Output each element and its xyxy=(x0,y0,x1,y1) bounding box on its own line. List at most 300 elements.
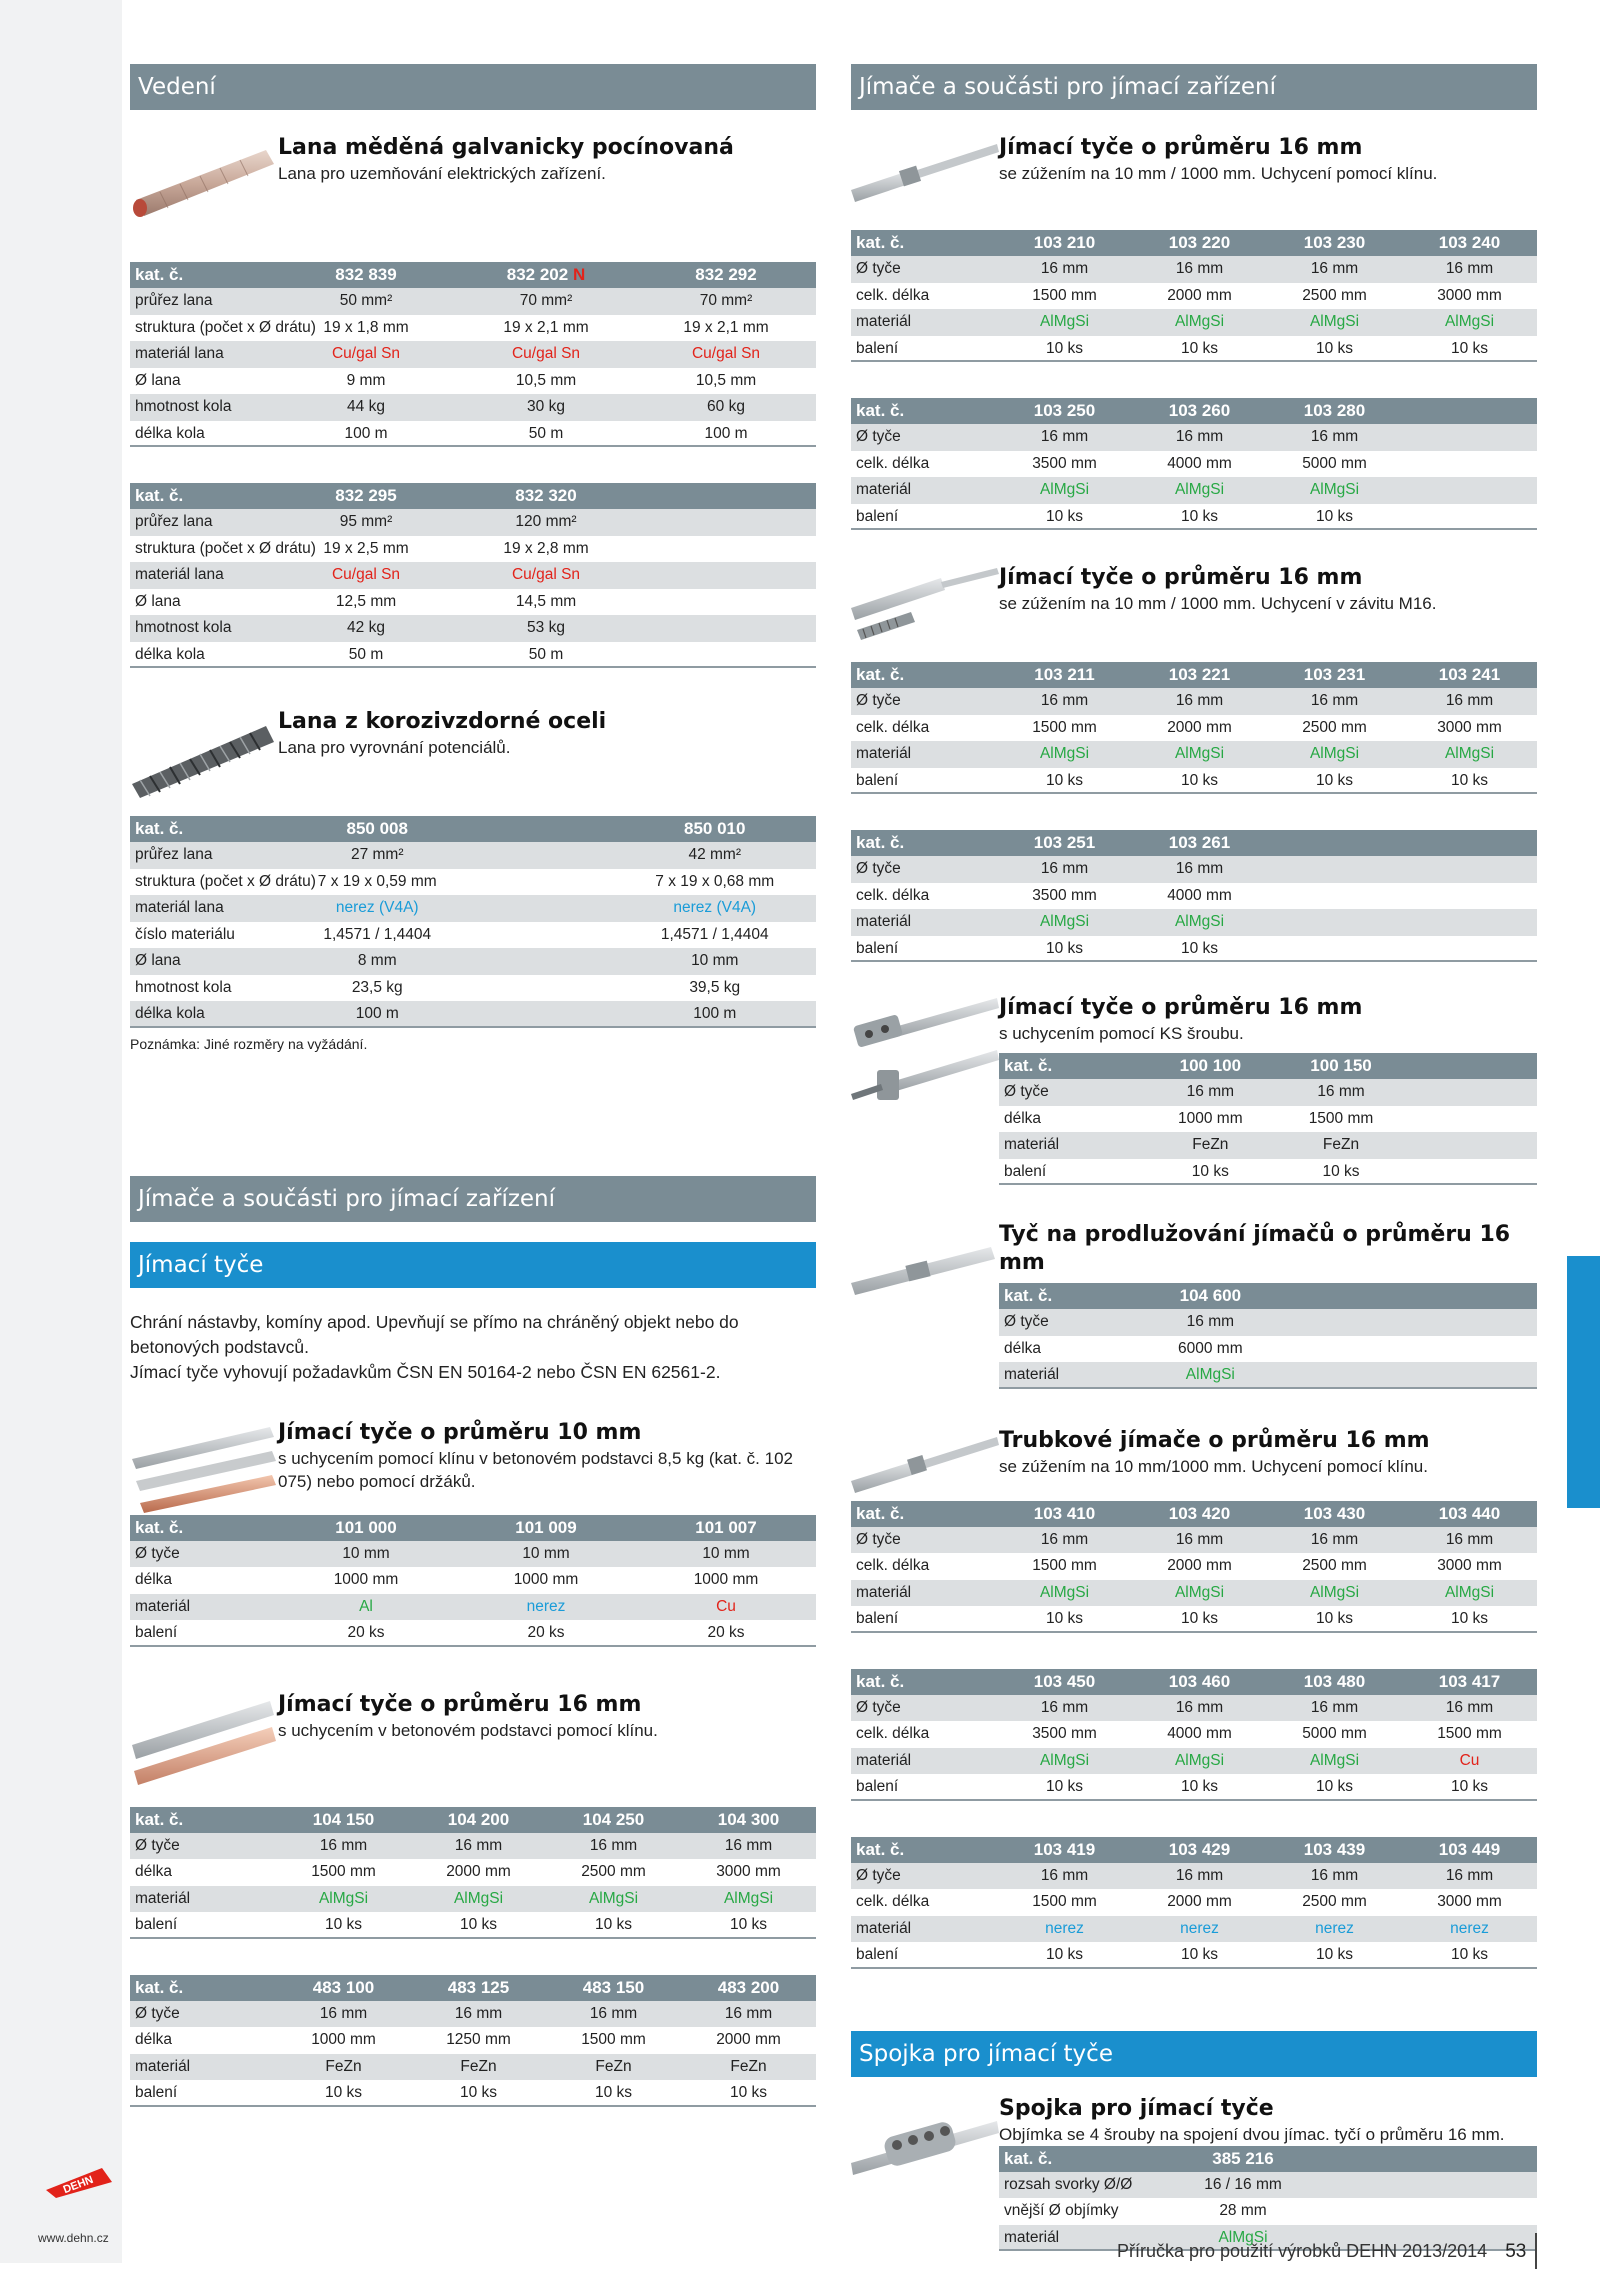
table-header-cell: 103 251 xyxy=(1033,833,1096,852)
table-cell: 10 ks xyxy=(1450,339,1489,357)
table-header-cell xyxy=(1406,1283,1537,1309)
row-label: celk. délka xyxy=(856,1893,930,1910)
table-cell: AlMgSi xyxy=(1174,913,1225,930)
table-cell: 16 mm xyxy=(1175,1530,1224,1548)
table-header-label: kat. č. xyxy=(1004,1056,1053,1075)
table-cell: 16 mm xyxy=(1040,1866,1089,1884)
table-cell: 16 mm xyxy=(1040,428,1089,445)
table-cell xyxy=(479,975,614,1002)
table-cell xyxy=(479,1001,614,1026)
product-coupling xyxy=(851,2095,1537,2252)
table-cell: 3000 mm xyxy=(1437,1557,1502,1574)
table-cell: 10 ks xyxy=(1180,339,1219,357)
product-title: Jímací tyče o průměru 16 mm xyxy=(278,1691,642,1717)
table-row xyxy=(999,2172,1537,2199)
spec-table-385-216 xyxy=(999,2146,1537,2252)
table-cell: 100 m xyxy=(704,424,748,442)
table-cell: 16 mm xyxy=(1445,1866,1494,1884)
table-header xyxy=(130,816,816,842)
table-cell: AlMgSi xyxy=(1444,313,1495,330)
table-cell: 1000 mm xyxy=(311,2031,376,2048)
table-row xyxy=(130,922,816,949)
table-cell: AlMgSi xyxy=(1039,745,1090,762)
product-rod-16mm-wedge xyxy=(851,134,1537,228)
table-cell: 16 mm xyxy=(1445,260,1494,277)
table-cell: 2000 mm xyxy=(716,2031,781,2048)
table-cell: FeZn xyxy=(325,2057,362,2075)
table-cell: nerez xyxy=(1315,1919,1354,1937)
row-label: délka xyxy=(135,2031,173,2048)
table-cell: 16 mm xyxy=(724,2004,773,2022)
table-cell: 10 ks xyxy=(324,2084,363,2101)
table-cell: Cu/gal Sn xyxy=(511,566,581,583)
table-row xyxy=(851,424,1537,451)
table-cell: 16 mm xyxy=(1310,260,1359,277)
table-cell xyxy=(1406,1132,1537,1159)
table-cell: 50 m xyxy=(528,645,564,663)
table-cell: 19 x 2,8 mm xyxy=(503,539,589,557)
table-cell: 1500 mm xyxy=(1032,718,1097,736)
table-header-cell: 850 010 xyxy=(684,819,746,838)
table-header-label: kat. č. xyxy=(856,1671,905,1691)
table-cell: 10 ks xyxy=(324,1916,363,1933)
product-title: Trubkové jímače o průměru 16 mm xyxy=(999,1427,1430,1453)
row-label: celk. délka xyxy=(856,1725,930,1742)
row-label: průřez lana xyxy=(135,292,213,309)
table-cell: 10 ks xyxy=(1180,1946,1219,1963)
table-cell: AlMgSi xyxy=(1309,481,1360,498)
table-cell: 2000 mm xyxy=(1167,1557,1232,1574)
left-margin-strip xyxy=(0,0,122,2263)
table-cell: 4000 mm xyxy=(1167,1725,1232,1742)
intro-standards: Jímací tyče vyhovují požadavkům ČSN EN 50164-2 nebo ČSN EN 62561-2. xyxy=(130,1361,721,1382)
spec-table-rods-16mm-a xyxy=(130,1807,816,1939)
table-header-cell: 104 600 xyxy=(1179,1286,1242,1305)
intro-paragraph xyxy=(130,1310,816,1385)
table-header-label: kat. č. xyxy=(856,233,905,252)
table-row xyxy=(999,1132,1537,1159)
table-cell: 44 kg xyxy=(347,398,385,415)
row-label: celk. délka xyxy=(856,1557,930,1574)
table-cell: 10 ks xyxy=(1315,1946,1354,1963)
table-cell: 10 mm xyxy=(522,1544,570,1562)
table-header xyxy=(851,662,1537,688)
table-cell xyxy=(1406,1159,1537,1184)
product-title: Jímací tyče o průměru 16 mm xyxy=(999,995,1363,1020)
row-label: materiál xyxy=(856,481,912,498)
table-cell: 16 mm xyxy=(1317,1083,1365,1100)
table-cell: 30 kg xyxy=(527,398,565,415)
table-row xyxy=(130,368,816,395)
table-cell: 16 mm xyxy=(1175,260,1224,277)
table-cell: 10 ks xyxy=(1045,771,1084,789)
table-cell: 16 mm xyxy=(1310,1530,1359,1548)
spec-table-copper-1 xyxy=(130,262,816,447)
table-header-cell: 103 439 xyxy=(1303,1839,1366,1859)
table-row xyxy=(999,1079,1537,1106)
table-header-cell: 103 420 xyxy=(1168,1503,1231,1523)
table-cell: 2500 mm xyxy=(1302,286,1367,304)
product-title: Jímací tyče o průměru 16 mm xyxy=(999,565,1363,590)
row-label: průřez lana xyxy=(135,846,213,863)
table-cell: 16 mm xyxy=(724,1836,773,1854)
table-cell: 1500 mm xyxy=(581,2031,646,2048)
table-header-cell: 103 210 xyxy=(1033,233,1096,252)
table-header-cell: 850 008 xyxy=(346,819,408,838)
table-header xyxy=(999,1283,1537,1309)
table-header-cell: 103 250 xyxy=(1033,401,1096,420)
spec-table-103-250 xyxy=(851,398,1537,530)
table-header-cell xyxy=(1406,1053,1537,1079)
table-cell: 1000 mm xyxy=(1178,1109,1243,1127)
table-header-cell xyxy=(479,816,614,842)
rods-10mm-image xyxy=(130,1423,278,1513)
table-cell: 1,4571 / 1,4404 xyxy=(660,925,769,943)
table-cell xyxy=(1406,1362,1537,1387)
table-cell: 19 x 2,5 mm xyxy=(323,539,409,557)
row-label: materiál lana xyxy=(135,899,224,916)
row-label: celk. délka xyxy=(856,886,930,904)
table-cell: 10 ks xyxy=(1315,507,1354,525)
table-cell: 95 mm² xyxy=(339,513,393,530)
table-cell: Cu/gal Sn xyxy=(511,345,581,362)
table-cell: 16 mm xyxy=(1040,860,1089,877)
right-column xyxy=(851,64,1537,2259)
table-cell: 10 ks xyxy=(1045,939,1084,957)
table-cell: nerez xyxy=(1180,1919,1219,1937)
table-header-label: kat. č. xyxy=(1004,2148,1053,2168)
row-label: materiál xyxy=(856,745,912,762)
table-header-cell: 104 150 xyxy=(312,1809,375,1829)
table-cell: 16 mm xyxy=(1310,428,1359,445)
table-header-cell xyxy=(1402,830,1537,856)
tube-rod-image xyxy=(851,1431,999,1501)
table-row xyxy=(130,1567,816,1594)
table-cell: AlMgSi xyxy=(1174,313,1225,330)
table-row xyxy=(999,1159,1537,1186)
table-cell: 12,5 mm xyxy=(335,592,397,610)
rod-threaded-image xyxy=(851,568,999,658)
table-cell xyxy=(1276,1309,1407,1336)
table-cell: AlMgSi xyxy=(1185,1366,1235,1383)
row-label: Ø tyče xyxy=(135,1544,180,1562)
table-header-cell: 103 220 xyxy=(1168,233,1231,252)
table-header-cell: 101 000 xyxy=(335,1517,397,1537)
table-cell: 10 ks xyxy=(459,1916,498,1933)
table-header-cell: 100 150 xyxy=(1310,1056,1372,1075)
table-cell: AlMgSi xyxy=(723,1889,774,1907)
table-cell: 10 ks xyxy=(1450,1778,1489,1795)
row-label: délka kola xyxy=(135,645,205,663)
spec-table-103-211 xyxy=(851,662,1537,794)
table-cell: 10,5 mm xyxy=(515,371,577,389)
table-cell: 42 kg xyxy=(347,619,385,636)
table-cell: 10 mm xyxy=(342,1544,390,1562)
table-row xyxy=(851,1606,1537,1633)
table-row xyxy=(851,768,1537,795)
table-cell: 10 ks xyxy=(1450,1610,1489,1627)
table-cell: 70 mm² xyxy=(699,292,753,309)
table-row xyxy=(851,1580,1537,1607)
table-cell: 16 mm xyxy=(1310,1866,1359,1884)
row-label: Ø tyče xyxy=(856,860,901,877)
table-row xyxy=(130,509,816,536)
product-copper-cable xyxy=(130,134,816,228)
table-row xyxy=(130,315,816,342)
table-cell: 10 ks xyxy=(1045,1946,1084,1963)
spec-table-103-419 xyxy=(851,1837,1537,1969)
table-cell: 3500 mm xyxy=(1032,1725,1097,1742)
table-cell xyxy=(1402,856,1537,883)
table-row xyxy=(851,504,1537,531)
table-row xyxy=(130,975,816,1002)
spec-table-103-251 xyxy=(851,830,1537,962)
row-label: materiál xyxy=(1004,2228,1060,2246)
table-cell: 10 ks xyxy=(1315,1610,1354,1627)
spec-table-steel xyxy=(130,816,816,1028)
table-header-cell: 104 200 xyxy=(447,1809,510,1829)
product-description: s uchycením v betonovém podstavci pomocí klínu. xyxy=(278,1720,658,1740)
row-label: materiál xyxy=(856,1919,912,1937)
table-header-cell: 100 100 xyxy=(1179,1056,1242,1075)
spec-table-103-450 xyxy=(851,1669,1537,1801)
table-cell: 16 mm xyxy=(1175,692,1224,709)
row-label: Ø tyče xyxy=(856,260,901,277)
row-label: balení xyxy=(856,507,899,525)
table-cell: 5000 mm xyxy=(1302,454,1367,472)
table-cell: 10 ks xyxy=(729,1916,768,1933)
table-row xyxy=(130,288,816,315)
table-cell: 20 ks xyxy=(347,1624,385,1641)
product-title: Lana měděná galvanicky pocínovaná xyxy=(278,135,734,160)
spec-table-103-210 xyxy=(851,230,1537,362)
table-row xyxy=(130,1594,816,1621)
table-cell xyxy=(1341,2198,1537,2225)
table-header-cell: 103 419 xyxy=(1033,1839,1096,1859)
spec-table-103-410 xyxy=(851,1501,1537,1633)
row-label: Ø tyče xyxy=(856,692,901,709)
table-cell: 16 / 16 mm xyxy=(1204,2175,1282,2193)
table-cell: AlMgSi xyxy=(1039,313,1090,330)
table-cell: 19 x 1,8 mm xyxy=(323,318,409,336)
table-row xyxy=(999,1362,1537,1389)
table-cell: AlMgSi xyxy=(1309,745,1360,762)
table-cell: 50 m xyxy=(528,424,564,442)
table-cell: 6000 mm xyxy=(1178,1339,1243,1357)
table-cell: 16 mm xyxy=(1040,692,1089,709)
table-cell: 1000 mm xyxy=(693,1571,759,1588)
table-cell: 20 ks xyxy=(527,1624,565,1641)
spec-table-copper-2 xyxy=(130,483,816,668)
table-cell: 10 ks xyxy=(1450,771,1489,789)
spec-table-100-100 xyxy=(999,1053,1537,1185)
table-row xyxy=(130,948,816,975)
footnote: Poznámka: Jiné rozměry na vyžádání. xyxy=(130,1035,368,1052)
row-label: balení xyxy=(1004,1162,1047,1180)
table-cell: 27 mm² xyxy=(350,846,404,863)
table-cell: 19 x 2,1 mm xyxy=(683,318,769,336)
table-row xyxy=(130,421,816,448)
table-row xyxy=(130,895,816,922)
table-cell xyxy=(1406,1309,1537,1336)
footer-title: Příručka pro použití výrobků DEHN 2013/2014 xyxy=(1117,2241,1488,2261)
table-cell: 16 mm xyxy=(1310,1698,1359,1716)
table-cell: 10 ks xyxy=(729,2084,768,2101)
table-cell: 2000 mm xyxy=(1167,286,1232,304)
table-cell: 42 mm² xyxy=(688,846,742,863)
table-cell xyxy=(1267,856,1402,883)
table-cell: 39,5 kg xyxy=(689,978,741,996)
row-label: balení xyxy=(856,1610,899,1627)
table-cell xyxy=(1402,504,1537,529)
table-cell: 20 ks xyxy=(707,1624,745,1641)
table-cell: Cu xyxy=(1459,1751,1480,1769)
table-cell: FeZn xyxy=(1192,1136,1229,1153)
table-cell: 10 ks xyxy=(1180,507,1219,525)
table-cell: 120 mm² xyxy=(515,513,577,530)
table-row xyxy=(851,309,1537,336)
table-header xyxy=(851,230,1537,256)
table-cell: AlMgSi xyxy=(1444,1583,1495,1601)
table-cell: 1500 mm xyxy=(1308,1109,1374,1127)
table-cell: 1500 mm xyxy=(1032,286,1097,304)
table-cell: 60 kg xyxy=(707,398,745,415)
page-number: 53 xyxy=(1505,2241,1527,2262)
table-header-label: kat. č. xyxy=(135,1809,184,1829)
row-label: vnější Ø objímky xyxy=(1004,2202,1119,2219)
product-tube-rod xyxy=(851,1427,1537,1501)
row-label: materiál xyxy=(1004,1136,1060,1153)
table-cell xyxy=(636,509,816,536)
table-cell: AlMgSi xyxy=(1039,481,1090,498)
left-column xyxy=(130,64,816,2143)
table-cell: 16 mm xyxy=(319,1836,368,1854)
row-label: Ø tyče xyxy=(135,1836,180,1854)
footer-divider xyxy=(1535,2233,1537,2269)
row-label: délka xyxy=(1004,1339,1042,1357)
table-header-cell xyxy=(1341,2146,1537,2172)
table-header-cell: 104 250 xyxy=(582,1809,645,1829)
table-header-label: kat. č. xyxy=(135,1517,184,1537)
table-header-cell xyxy=(636,483,816,509)
section-header-jimaci-tyce: Jímací tyče xyxy=(130,1242,816,1288)
table-header-cell: 385 216 xyxy=(1212,2148,1274,2168)
rods-16mm-image xyxy=(130,1695,278,1785)
table-row xyxy=(130,1620,816,1647)
row-label: balení xyxy=(856,939,899,957)
table-row xyxy=(130,1886,816,1913)
table-cell: AlMgSi xyxy=(1174,745,1225,762)
table-row xyxy=(130,2027,816,2054)
table-header-cell: 103 417 xyxy=(1438,1671,1501,1691)
row-label: struktura (počet x Ø drátu) xyxy=(135,539,316,557)
table-row xyxy=(130,1001,816,1028)
table-cell: 1,4571 / 1,4404 xyxy=(323,925,432,943)
product-title: Jímací tyče o průměru 10 mm xyxy=(278,1419,642,1445)
chapter-tab xyxy=(1567,1256,1600,1508)
table-header-cell: 832 295 xyxy=(335,486,397,505)
table-cell xyxy=(636,589,816,616)
table-cell: 16 mm xyxy=(1040,1698,1089,1716)
rod-ks-screw-image xyxy=(851,998,999,1108)
table-cell: AlMgSi xyxy=(318,1889,369,1907)
table-header-cell: 103 240 xyxy=(1438,233,1501,252)
table-header-cell: 483 200 xyxy=(717,1977,780,1997)
table-cell: 1250 mm xyxy=(446,2031,511,2048)
table-cell: AlMgSi xyxy=(1174,481,1225,498)
table-row xyxy=(851,856,1537,883)
table-cell: Cu/gal Sn xyxy=(331,566,401,583)
table-cell: 16 mm xyxy=(1175,428,1224,445)
table-header-cell: 103 230 xyxy=(1303,233,1366,252)
product-steel-cable xyxy=(130,708,816,802)
row-label: materiál xyxy=(135,2057,191,2075)
table-cell: 16 mm xyxy=(454,1836,503,1854)
table-header-cell: 103 449 xyxy=(1438,1839,1501,1859)
table-header-cell: 483 125 xyxy=(447,1977,510,1997)
table-row xyxy=(130,1833,816,1860)
table-cell xyxy=(1402,936,1537,961)
rod-tapered-image xyxy=(851,138,999,228)
table-row xyxy=(851,741,1537,768)
table-cell: 2500 mm xyxy=(1302,1557,1367,1574)
row-label: materiál xyxy=(1004,1366,1060,1383)
table-cell: 10 ks xyxy=(1450,1946,1489,1963)
extension-rod-image xyxy=(851,1225,999,1315)
table-row xyxy=(851,1942,1537,1969)
table-row xyxy=(851,1889,1537,1916)
table-cell: 16 mm xyxy=(1186,1083,1235,1100)
table-cell: 50 m xyxy=(348,645,384,663)
table-cell: AlMgSi xyxy=(1039,1751,1090,1769)
table-header-cell: 103 410 xyxy=(1033,1503,1096,1523)
table-cell: 14,5 mm xyxy=(515,592,577,610)
spec-table-104-600 xyxy=(999,1283,1537,1389)
table-header-cell: 483 150 xyxy=(582,1977,645,1997)
row-label: balení xyxy=(135,2084,178,2101)
product-title: Jímací tyče o průměru 16 mm xyxy=(999,135,1363,160)
table-cell: 2000 mm xyxy=(446,1863,511,1880)
table-cell: 8 mm xyxy=(357,952,397,969)
row-label: materiál lana xyxy=(135,566,224,583)
row-label: číslo materiálu xyxy=(135,925,235,943)
table-header-label: kat. č. xyxy=(856,1839,905,1859)
row-label: délka kola xyxy=(135,424,205,442)
table-cell: 10 ks xyxy=(1180,1778,1219,1795)
table-cell: 100 m xyxy=(355,1005,399,1022)
table-header-cell xyxy=(456,262,636,288)
product-rod-16mm-thread xyxy=(851,564,1537,658)
row-label: materiál xyxy=(135,1597,191,1615)
table-cell: 1500 mm xyxy=(1032,1893,1097,1910)
row-label: materiál lana xyxy=(135,345,224,362)
table-cell xyxy=(1276,1362,1407,1387)
table-cell xyxy=(1406,1106,1537,1133)
new-marker: N xyxy=(572,265,586,284)
table-cell: AlMgSi xyxy=(1039,1583,1090,1601)
table-cell: nerez xyxy=(1450,1919,1489,1937)
table-row xyxy=(851,1748,1537,1775)
table-cell: 16 mm xyxy=(1186,1313,1235,1330)
copper-cable-image xyxy=(130,138,278,228)
table-row xyxy=(999,1336,1537,1363)
table-row xyxy=(130,1541,816,1568)
table-header-cell: 832 292 xyxy=(695,265,757,284)
table-row xyxy=(130,842,816,869)
table-row xyxy=(851,936,1537,963)
table-cell: 16 mm xyxy=(1040,1530,1089,1548)
table-cell xyxy=(1267,909,1402,936)
